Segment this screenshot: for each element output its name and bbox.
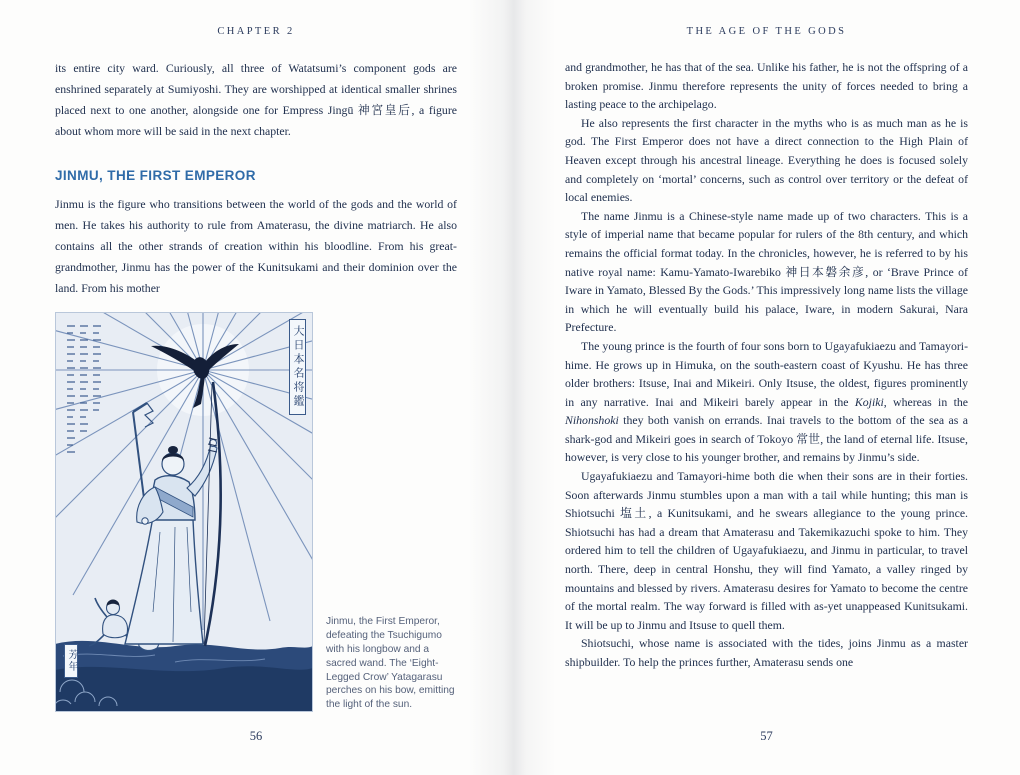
- paragraph: Ugayafukiaezu and Tamayori-hime both die when their sons are in their forties. Soon afterwards Jinmu stumbles upon a man with a tail while hunting; this man is Shiotsuchi 塩土, a Kunitsukami, and he swears allegiance to the young prince. Shiotsuchi has had a dream that Amaterasu and Takemikazuchi spoke to him. They ordered him to tell the children of Ugayafukiaezu, and Jinmu in particular, to travel north. There, deep in central Honshu, they will find Yamato, a valley ringed by mountains and blessed by rivers. Amaterasu desires for Yamato to become the centre of the mortal realm. The way forward is filled with as-yet unappeased Kunitsukami. It will be up to Jinmu and Itsuse to quell them.: [565, 469, 968, 632]
- running-head-book-title: THE AGE OF THE GODS: [686, 26, 847, 37]
- paragraph: and grandmother, he has that of the sea. Unlike his father, he is not the offspring of a broken promise. Jinmu therefore represents the unity of forces needed to bring a lasting peace to the archipelago.: [565, 60, 968, 112]
- paragraph: its entire city ward. Curiously, all three of Watatsumi’s component gods are enshrined separately at Sumiyoshi. They are worshipped at identical smaller shrines placed next to one another, alongside one for Empress Jingū 神宮皇后, a figure about whom more will be said in the next chapter.: [55, 61, 457, 138]
- woodblock-print-art: [55, 312, 313, 712]
- section-heading: JINMU, THE FIRST EMPEROR: [55, 168, 256, 183]
- page-number-left: 56: [249, 729, 263, 743]
- ground: [55, 641, 313, 712]
- paragraph: Jinmu is the figure who transitions between the world of the gods and the world of men. He takes his authority to rule from Amaterasu, the divine matriarch. He also contains all the other strands of creation within his bloodline. From his great-grandmother, Jinmu has the power of the Kunitsukami and their dominion over the land. From his mother: [55, 197, 457, 295]
- page-number-right: 57: [760, 729, 773, 743]
- series-cartouche: 大日本名将鑑: [289, 319, 306, 415]
- figure-caption: Jinmu, the First Emperor, defeating the Tsuchigumo with his longbow and a sacred wand. The ‘Eight-Legged Crow’ Yatagarasu perches on his bow, emitting the light of the sun.: [326, 616, 455, 711]
- running-head-chapter: CHAPTER 2: [217, 26, 295, 37]
- paragraph: The young prince is the fourth of four sons born to Ugayafukiaezu and Tamayori-hime. He grows up in Himuka, on the south-eastern coast of Kyushu. He has three older brothers: Itsuse, Inai and Mikeiri. Only Itsuse, the oldest, figures prominently in any narrative. Inai and Mikeiri barely appear in the Kojiki, whereas in the Nihonshoki they both vanish on errands. Inai travels to the bottom of the sea as a shark-god and Mikeiri goes in search of Tokoyo 常世, the land of eternal life. Itsuse, however, is very close to his younger brother, and remains by Jinmu’s side.: [565, 338, 969, 465]
- jinmu-illustration: [55, 312, 313, 712]
- figure-block: [55, 312, 458, 712]
- page-right: [565, 0, 968, 775]
- paragraph: He also represents the first character in the myths who is as much man as he is god. The First Emperor does not have a direct connection to the High Plain of Heaven except through his ancestral lineage. Everything he does is focused solely and completely on ‘mortal’ concerns, such as control over territory or the defeat of local enemies.: [565, 115, 968, 205]
- page-left: [55, 0, 457, 775]
- paragraph: Shiotsuchi, whose name is associated with the tides, joins Jinmu as a master shipbuilder. To help the princes further, Amaterasu sends one: [565, 636, 968, 669]
- artist-signature: 芳年: [64, 644, 78, 678]
- right-page-text: [565, 58, 968, 672]
- page-gutter-shadow: [468, 0, 556, 775]
- paragraph: The name Jinmu is a Chinese-style name made up of two characters. This is a style of imperial name that became popular for rulers of the 8th century, and which remains the official format today. In the chronicles, however, he is referred to by his native royal name: Kamu-Yamato-Iwarebiko 神日本磐余彦, or ‘Brave Prince of Iware in Yamato, Blessed By the Gods.’ This impressively long name lists the village in which he will eventually build his palace, Iware, in modern Sakurai, Nara Prefecture.: [565, 208, 968, 335]
